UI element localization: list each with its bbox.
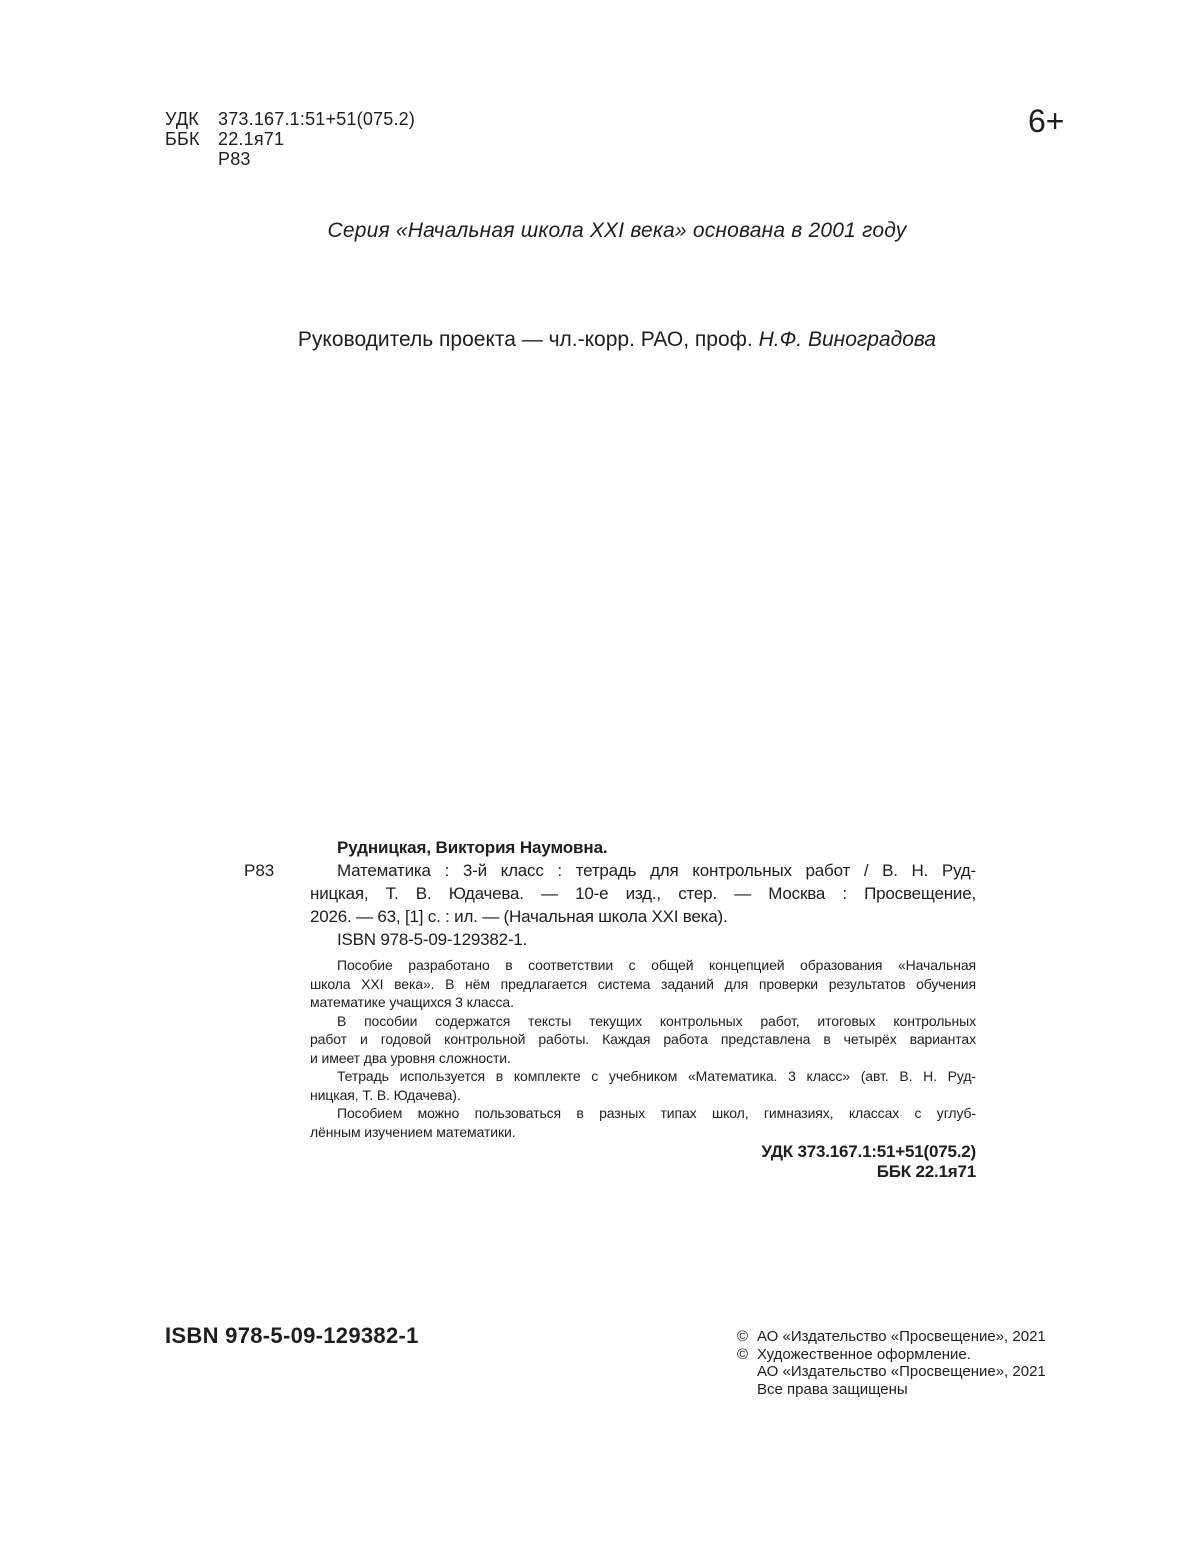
copyright-text: АО «Издательство «Просвещение», 2021 xyxy=(757,1328,1046,1345)
annotation-line: Пособие разработано в соответствии с общей концепцией образования «Начальная xyxy=(337,957,976,973)
classification-block-top xyxy=(165,109,415,169)
udk-value: 373.167.1:51+51(075.2) xyxy=(218,109,416,129)
copyright-symbol xyxy=(737,1381,757,1399)
copyright-line xyxy=(737,1381,1046,1399)
annotation-line: школа XXI века». В нём предлагается система заданий для проверки результатов обучения xyxy=(310,975,976,992)
catalog-card xyxy=(244,836,976,951)
catalog-author: Рудницкая, Виктория Наумовна. xyxy=(337,838,608,857)
catalog-line: 2026. — 63, [1] с. : ил. — (Начальная школа XXI века). xyxy=(310,907,728,926)
copyright-text: Все права защищены xyxy=(757,1381,908,1399)
age-rating-badge: 6+ xyxy=(1028,103,1065,139)
copyright-line xyxy=(737,1328,1046,1346)
copyright-symbol: © xyxy=(737,1345,749,1363)
bbk-value: 22.1я71 xyxy=(218,129,285,149)
catalog-isbn: ISBN 978-5-09-129382-1. xyxy=(337,930,528,949)
copyright-symbol: © xyxy=(737,1328,749,1345)
catalog-line: Математика : 3-й класс : тетрадь для контрольных работ / В. Н. Руд- xyxy=(337,861,976,880)
project-lead-text: Руководитель проекта — чл.-корр. РАО, проф. xyxy=(297,328,759,351)
catalog-margin-code: Р83 xyxy=(244,861,275,880)
catalog-line: ницкая, Т. В. Юдачева. — 10-е изд., стер. — Москва : Просвещение, xyxy=(310,884,976,903)
copyright-text: Художественное оформление. xyxy=(757,1345,971,1363)
annotation-line: работ и годовой контрольной работы. Каждая работа представлена в четырёх вариантах xyxy=(310,1031,976,1047)
annotation-line: математике учащихся 3 класса. xyxy=(310,994,514,1010)
author-sign: Р83 xyxy=(218,149,251,169)
udk-label: УДК xyxy=(165,109,199,129)
bbk-label: ББК xyxy=(165,129,200,149)
copyright-block xyxy=(737,1328,1046,1399)
author-sign-row xyxy=(165,149,415,169)
udk-row xyxy=(165,109,415,129)
copyright-text: АО «Издательство «Просвещение», 2021 xyxy=(757,1363,1046,1381)
spacer xyxy=(165,149,218,169)
annotation-line: В пособии содержатся тексты текущих контрольных работ, итоговых контрольных xyxy=(337,1012,976,1029)
annotation-line: Пособием можно пользоваться в разных типах школ, гимназиях, классах с углуб- xyxy=(337,1105,976,1121)
project-lead-line xyxy=(165,328,1069,352)
copyright-line xyxy=(737,1346,1046,1364)
bbk-footnote: ББК 22.1я71 xyxy=(876,1161,976,1181)
annotation-line: и имеет два уровня сложности. xyxy=(310,1049,511,1066)
bbk-row xyxy=(165,129,415,149)
isbn-bottom: ISBN 978-5-09-129382-1 xyxy=(165,1323,419,1348)
udk-footnote: УДК 373.167.1:51+51(075.2) xyxy=(761,1142,976,1161)
annotation xyxy=(310,956,976,1141)
annotation-line: лённым изучением математики. xyxy=(310,1123,516,1140)
copyright-symbol xyxy=(737,1363,757,1381)
annotation-line: ницкая, Т. В. Юдачева). xyxy=(310,1086,461,1103)
project-lead-name: Н.Ф. Виноградова xyxy=(758,328,937,351)
series-note: Серия «Начальная школа XXI века» основана в 2001 году xyxy=(327,219,907,242)
copyright-line xyxy=(737,1363,1046,1381)
classification-block-bottom xyxy=(310,1142,976,1181)
annotation-line: Тетрадь используется в комплекте с учебником «Математика. 3 класс» (авт. В. Н. Руд- xyxy=(337,1068,976,1084)
